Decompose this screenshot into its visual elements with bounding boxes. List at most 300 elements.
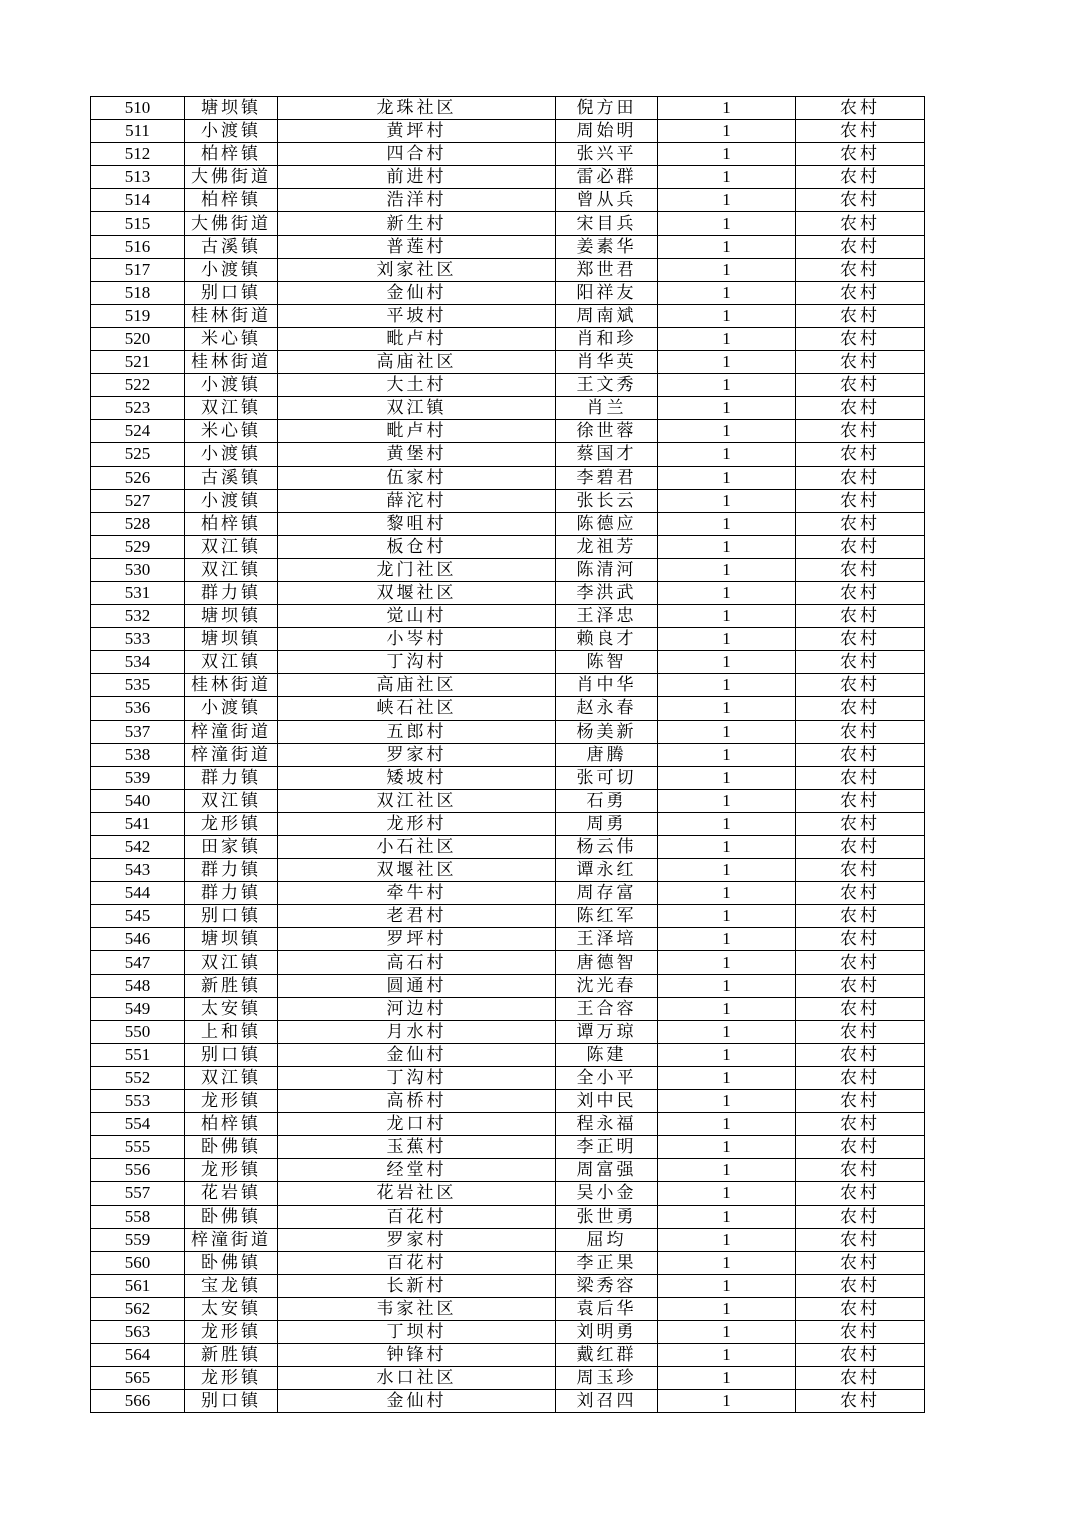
- village-cell: 河边村: [278, 997, 556, 1020]
- document-page: [90, 96, 924, 1413]
- row-number-cell: 532: [91, 605, 185, 628]
- town-cell: 群力镇: [185, 859, 278, 882]
- count-cell: 1: [658, 651, 796, 674]
- village-cell: 圆通村: [278, 974, 556, 997]
- row-number-cell: 511: [91, 120, 185, 143]
- row-number-cell: 514: [91, 189, 185, 212]
- category-cell: 农村: [796, 628, 925, 651]
- table-row: [91, 212, 925, 235]
- town-cell: 上和镇: [185, 1020, 278, 1043]
- row-number-cell: 513: [91, 166, 185, 189]
- category-cell: 农村: [796, 974, 925, 997]
- row-number-cell: 525: [91, 443, 185, 466]
- row-number-cell: 526: [91, 466, 185, 489]
- town-cell: 塘坝镇: [185, 605, 278, 628]
- town-cell: 卧佛镇: [185, 1136, 278, 1159]
- person-name-cell: 全小平: [556, 1066, 658, 1089]
- row-number-cell: 528: [91, 512, 185, 535]
- count-cell: 1: [658, 766, 796, 789]
- table-row: [91, 789, 925, 812]
- count-cell: 1: [658, 212, 796, 235]
- count-cell: 1: [658, 905, 796, 928]
- town-cell: 新胜镇: [185, 974, 278, 997]
- town-cell: 桂林街道: [185, 674, 278, 697]
- row-number-cell: 520: [91, 327, 185, 350]
- table-row: [91, 143, 925, 166]
- row-number-cell: 538: [91, 743, 185, 766]
- count-cell: 1: [658, 1182, 796, 1205]
- table-row: [91, 97, 925, 120]
- town-cell: 田家镇: [185, 836, 278, 859]
- village-cell: 罗家村: [278, 743, 556, 766]
- table-row: [91, 420, 925, 443]
- count-cell: 1: [658, 258, 796, 281]
- town-cell: 小渡镇: [185, 374, 278, 397]
- row-number-cell: 510: [91, 97, 185, 120]
- count-cell: 1: [658, 836, 796, 859]
- village-cell: 高庙社区: [278, 351, 556, 374]
- table-row: [91, 1020, 925, 1043]
- person-name-cell: 郑世君: [556, 258, 658, 281]
- category-cell: 农村: [796, 1367, 925, 1390]
- table-row: [91, 327, 925, 350]
- category-cell: 农村: [796, 166, 925, 189]
- town-cell: 米心镇: [185, 327, 278, 350]
- town-cell: 桂林街道: [185, 351, 278, 374]
- village-cell: 金仙村: [278, 1043, 556, 1066]
- row-number-cell: 559: [91, 1228, 185, 1251]
- count-cell: 1: [658, 281, 796, 304]
- person-name-cell: 张世勇: [556, 1205, 658, 1228]
- count-cell: 1: [658, 535, 796, 558]
- count-cell: 1: [658, 374, 796, 397]
- table-row: [91, 1136, 925, 1159]
- person-name-cell: 谭万琼: [556, 1020, 658, 1043]
- table-row: [91, 1205, 925, 1228]
- village-cell: 韦家社区: [278, 1297, 556, 1320]
- person-name-cell: 宋目兵: [556, 212, 658, 235]
- category-cell: 农村: [796, 720, 925, 743]
- table-row: [91, 558, 925, 581]
- village-cell: 平坡村: [278, 304, 556, 327]
- row-number-cell: 539: [91, 766, 185, 789]
- person-name-cell: 倪方田: [556, 97, 658, 120]
- town-cell: 龙形镇: [185, 1159, 278, 1182]
- category-cell: 农村: [796, 535, 925, 558]
- table-row: [91, 1090, 925, 1113]
- person-name-cell: 肖中华: [556, 674, 658, 697]
- count-cell: 1: [658, 1297, 796, 1320]
- person-name-cell: 王泽培: [556, 928, 658, 951]
- category-cell: 农村: [796, 397, 925, 420]
- category-cell: 农村: [796, 281, 925, 304]
- row-number-cell: 534: [91, 651, 185, 674]
- category-cell: 农村: [796, 1043, 925, 1066]
- count-cell: 1: [658, 166, 796, 189]
- count-cell: 1: [658, 1344, 796, 1367]
- village-cell: 花岩社区: [278, 1182, 556, 1205]
- row-number-cell: 521: [91, 351, 185, 374]
- table-row: [91, 1043, 925, 1066]
- category-cell: 农村: [796, 905, 925, 928]
- person-name-cell: 李正明: [556, 1136, 658, 1159]
- town-cell: 大佛街道: [185, 212, 278, 235]
- row-number-cell: 535: [91, 674, 185, 697]
- count-cell: 1: [658, 1159, 796, 1182]
- village-cell: 高庙社区: [278, 674, 556, 697]
- person-name-cell: 周勇: [556, 812, 658, 835]
- count-cell: 1: [658, 512, 796, 535]
- row-number-cell: 554: [91, 1113, 185, 1136]
- person-name-cell: 姜素华: [556, 235, 658, 258]
- village-cell: 老君村: [278, 905, 556, 928]
- row-number-cell: 533: [91, 628, 185, 651]
- count-cell: 1: [658, 859, 796, 882]
- count-cell: 1: [658, 97, 796, 120]
- table-row: [91, 605, 925, 628]
- row-number-cell: 551: [91, 1043, 185, 1066]
- town-cell: 别口镇: [185, 1043, 278, 1066]
- count-cell: 1: [658, 974, 796, 997]
- person-name-cell: 屈均: [556, 1228, 658, 1251]
- village-cell: 双江社区: [278, 789, 556, 812]
- town-cell: 大佛街道: [185, 166, 278, 189]
- town-cell: 梓潼街道: [185, 720, 278, 743]
- count-cell: 1: [658, 351, 796, 374]
- village-cell: 小岑村: [278, 628, 556, 651]
- town-cell: 塘坝镇: [185, 928, 278, 951]
- town-cell: 双江镇: [185, 397, 278, 420]
- table-row: [91, 928, 925, 951]
- count-cell: 1: [658, 1090, 796, 1113]
- count-cell: 1: [658, 1274, 796, 1297]
- town-cell: 群力镇: [185, 882, 278, 905]
- town-cell: 双江镇: [185, 535, 278, 558]
- village-cell: 毗卢村: [278, 420, 556, 443]
- category-cell: 农村: [796, 1182, 925, 1205]
- person-name-cell: 周存富: [556, 882, 658, 905]
- town-cell: 双江镇: [185, 1066, 278, 1089]
- person-name-cell: 张可切: [556, 766, 658, 789]
- village-cell: 双江镇: [278, 397, 556, 420]
- town-cell: 龙形镇: [185, 1367, 278, 1390]
- person-name-cell: 周始明: [556, 120, 658, 143]
- table-row: [91, 1182, 925, 1205]
- count-cell: 1: [658, 581, 796, 604]
- table-row: [91, 258, 925, 281]
- category-cell: 农村: [796, 605, 925, 628]
- person-name-cell: 陈德应: [556, 512, 658, 535]
- row-number-cell: 530: [91, 558, 185, 581]
- category-cell: 农村: [796, 351, 925, 374]
- category-cell: 农村: [796, 928, 925, 951]
- table-row: [91, 697, 925, 720]
- town-cell: 米心镇: [185, 420, 278, 443]
- town-cell: 小渡镇: [185, 697, 278, 720]
- table-row: [91, 374, 925, 397]
- category-cell: 农村: [796, 836, 925, 859]
- town-cell: 龙形镇: [185, 812, 278, 835]
- village-cell: 水口社区: [278, 1367, 556, 1390]
- town-cell: 柏梓镇: [185, 143, 278, 166]
- category-cell: 农村: [796, 1274, 925, 1297]
- count-cell: 1: [658, 928, 796, 951]
- count-cell: 1: [658, 1113, 796, 1136]
- person-name-cell: 戴红群: [556, 1344, 658, 1367]
- row-number-cell: 549: [91, 997, 185, 1020]
- category-cell: 农村: [796, 1344, 925, 1367]
- person-name-cell: 赵永春: [556, 697, 658, 720]
- village-cell: 伍家村: [278, 466, 556, 489]
- table-row: [91, 720, 925, 743]
- count-cell: 1: [658, 1390, 796, 1413]
- count-cell: 1: [658, 1205, 796, 1228]
- table-row: [91, 1251, 925, 1274]
- town-cell: 卧佛镇: [185, 1251, 278, 1274]
- town-cell: 太安镇: [185, 1297, 278, 1320]
- category-cell: 农村: [796, 143, 925, 166]
- row-number-cell: 524: [91, 420, 185, 443]
- person-name-cell: 肖兰: [556, 397, 658, 420]
- count-cell: 1: [658, 789, 796, 812]
- town-cell: 龙形镇: [185, 1090, 278, 1113]
- count-cell: 1: [658, 1020, 796, 1043]
- category-cell: 农村: [796, 489, 925, 512]
- town-cell: 桂林街道: [185, 304, 278, 327]
- count-cell: 1: [658, 1320, 796, 1343]
- village-cell: 小石社区: [278, 836, 556, 859]
- category-cell: 农村: [796, 1205, 925, 1228]
- town-cell: 别口镇: [185, 905, 278, 928]
- town-cell: 群力镇: [185, 581, 278, 604]
- town-cell: 古溪镇: [185, 235, 278, 258]
- row-number-cell: 560: [91, 1251, 185, 1274]
- village-cell: 峡石社区: [278, 697, 556, 720]
- town-cell: 宝龙镇: [185, 1274, 278, 1297]
- table-row: [91, 812, 925, 835]
- town-cell: 双江镇: [185, 789, 278, 812]
- table-row: [91, 535, 925, 558]
- village-cell: 龙门社区: [278, 558, 556, 581]
- table-row: [91, 1159, 925, 1182]
- person-name-cell: 王合容: [556, 997, 658, 1020]
- table-row: [91, 1228, 925, 1251]
- person-name-cell: 陈智: [556, 651, 658, 674]
- village-cell: 新生村: [278, 212, 556, 235]
- row-number-cell: 550: [91, 1020, 185, 1043]
- count-cell: 1: [658, 1251, 796, 1274]
- row-number-cell: 544: [91, 882, 185, 905]
- person-name-cell: 陈建: [556, 1043, 658, 1066]
- table-row: [91, 235, 925, 258]
- person-name-cell: 周南斌: [556, 304, 658, 327]
- person-name-cell: 陈红军: [556, 905, 658, 928]
- category-cell: 农村: [796, 1090, 925, 1113]
- count-cell: 1: [658, 304, 796, 327]
- category-cell: 农村: [796, 189, 925, 212]
- village-cell: 玉蕉村: [278, 1136, 556, 1159]
- town-cell: 梓潼街道: [185, 743, 278, 766]
- row-number-cell: 564: [91, 1344, 185, 1367]
- row-number-cell: 557: [91, 1182, 185, 1205]
- count-cell: 1: [658, 1136, 796, 1159]
- row-number-cell: 516: [91, 235, 185, 258]
- table-row: [91, 1113, 925, 1136]
- table-row: [91, 120, 925, 143]
- person-name-cell: 肖华英: [556, 351, 658, 374]
- count-cell: 1: [658, 558, 796, 581]
- row-number-cell: 565: [91, 1367, 185, 1390]
- category-cell: 农村: [796, 651, 925, 674]
- category-cell: 农村: [796, 1228, 925, 1251]
- village-cell: 长新村: [278, 1274, 556, 1297]
- village-cell: 黄堡村: [278, 443, 556, 466]
- village-cell: 百花村: [278, 1251, 556, 1274]
- table-row: [91, 1344, 925, 1367]
- village-cell: 觉山村: [278, 605, 556, 628]
- person-name-cell: 刘明勇: [556, 1320, 658, 1343]
- town-cell: 卧佛镇: [185, 1205, 278, 1228]
- count-cell: 1: [658, 1228, 796, 1251]
- person-name-cell: 周玉珍: [556, 1367, 658, 1390]
- category-cell: 农村: [796, 859, 925, 882]
- village-cell: 前进村: [278, 166, 556, 189]
- row-number-cell: 563: [91, 1320, 185, 1343]
- table-row: [91, 489, 925, 512]
- town-cell: 双江镇: [185, 558, 278, 581]
- row-number-cell: 558: [91, 1205, 185, 1228]
- town-cell: 柏梓镇: [185, 1113, 278, 1136]
- village-cell: 刘家社区: [278, 258, 556, 281]
- town-cell: 别口镇: [185, 281, 278, 304]
- person-name-cell: 唐德智: [556, 951, 658, 974]
- person-name-cell: 谭永红: [556, 859, 658, 882]
- category-cell: 农村: [796, 304, 925, 327]
- count-cell: 1: [658, 397, 796, 420]
- village-cell: 丁坝村: [278, 1320, 556, 1343]
- person-name-cell: 赖良才: [556, 628, 658, 651]
- person-name-cell: 唐腾: [556, 743, 658, 766]
- category-cell: 农村: [796, 443, 925, 466]
- category-cell: 农村: [796, 674, 925, 697]
- table-row: [91, 397, 925, 420]
- count-cell: 1: [658, 997, 796, 1020]
- category-cell: 农村: [796, 1066, 925, 1089]
- town-cell: 柏梓镇: [185, 512, 278, 535]
- town-cell: 梓潼街道: [185, 1228, 278, 1251]
- category-cell: 农村: [796, 420, 925, 443]
- count-cell: 1: [658, 812, 796, 835]
- village-cell: 龙珠社区: [278, 97, 556, 120]
- table-row: [91, 651, 925, 674]
- category-cell: 农村: [796, 766, 925, 789]
- village-cell: 板仓村: [278, 535, 556, 558]
- count-cell: 1: [658, 420, 796, 443]
- row-number-cell: 527: [91, 489, 185, 512]
- person-name-cell: 沈光春: [556, 974, 658, 997]
- town-cell: 塘坝镇: [185, 97, 278, 120]
- category-cell: 农村: [796, 951, 925, 974]
- category-cell: 农村: [796, 327, 925, 350]
- category-cell: 农村: [796, 1020, 925, 1043]
- count-cell: 1: [658, 720, 796, 743]
- person-name-cell: 杨云伟: [556, 836, 658, 859]
- category-cell: 农村: [796, 512, 925, 535]
- row-number-cell: 552: [91, 1066, 185, 1089]
- row-number-cell: 540: [91, 789, 185, 812]
- table-row: [91, 466, 925, 489]
- village-cell: 浩洋村: [278, 189, 556, 212]
- count-cell: 1: [658, 674, 796, 697]
- table-row: [91, 1390, 925, 1413]
- table-row: [91, 1274, 925, 1297]
- row-number-cell: 548: [91, 974, 185, 997]
- person-name-cell: 李洪武: [556, 581, 658, 604]
- row-number-cell: 556: [91, 1159, 185, 1182]
- count-cell: 1: [658, 189, 796, 212]
- category-cell: 农村: [796, 882, 925, 905]
- row-number-cell: 522: [91, 374, 185, 397]
- roster-table: [90, 96, 925, 1413]
- row-number-cell: 518: [91, 281, 185, 304]
- village-cell: 高石村: [278, 951, 556, 974]
- person-name-cell: 阳祥友: [556, 281, 658, 304]
- category-cell: 农村: [796, 466, 925, 489]
- count-cell: 1: [658, 697, 796, 720]
- count-cell: 1: [658, 882, 796, 905]
- town-cell: 小渡镇: [185, 443, 278, 466]
- table-row: [91, 166, 925, 189]
- row-number-cell: 566: [91, 1390, 185, 1413]
- category-cell: 农村: [796, 1297, 925, 1320]
- count-cell: 1: [658, 143, 796, 166]
- town-cell: 小渡镇: [185, 489, 278, 512]
- category-cell: 农村: [796, 997, 925, 1020]
- village-cell: 高桥村: [278, 1090, 556, 1113]
- row-number-cell: 529: [91, 535, 185, 558]
- person-name-cell: 蔡国才: [556, 443, 658, 466]
- village-cell: 龙形村: [278, 812, 556, 835]
- person-name-cell: 杨美新: [556, 720, 658, 743]
- category-cell: 农村: [796, 212, 925, 235]
- count-cell: 1: [658, 466, 796, 489]
- table-row: [91, 766, 925, 789]
- village-cell: 丁沟村: [278, 1066, 556, 1089]
- person-name-cell: 李正果: [556, 1251, 658, 1274]
- table-row: [91, 304, 925, 327]
- person-name-cell: 周富强: [556, 1159, 658, 1182]
- table-row: [91, 628, 925, 651]
- person-name-cell: 王文秀: [556, 374, 658, 397]
- table-row: [91, 189, 925, 212]
- village-cell: 罗家村: [278, 1228, 556, 1251]
- row-number-cell: 547: [91, 951, 185, 974]
- row-number-cell: 517: [91, 258, 185, 281]
- count-cell: 1: [658, 628, 796, 651]
- category-cell: 农村: [796, 1251, 925, 1274]
- count-cell: 1: [658, 951, 796, 974]
- person-name-cell: 龙祖芳: [556, 535, 658, 558]
- row-number-cell: 542: [91, 836, 185, 859]
- table-row: [91, 905, 925, 928]
- row-number-cell: 515: [91, 212, 185, 235]
- town-cell: 花岩镇: [185, 1182, 278, 1205]
- count-cell: 1: [658, 235, 796, 258]
- village-cell: 双堰社区: [278, 581, 556, 604]
- person-name-cell: 王泽忠: [556, 605, 658, 628]
- category-cell: 农村: [796, 1113, 925, 1136]
- category-cell: 农村: [796, 120, 925, 143]
